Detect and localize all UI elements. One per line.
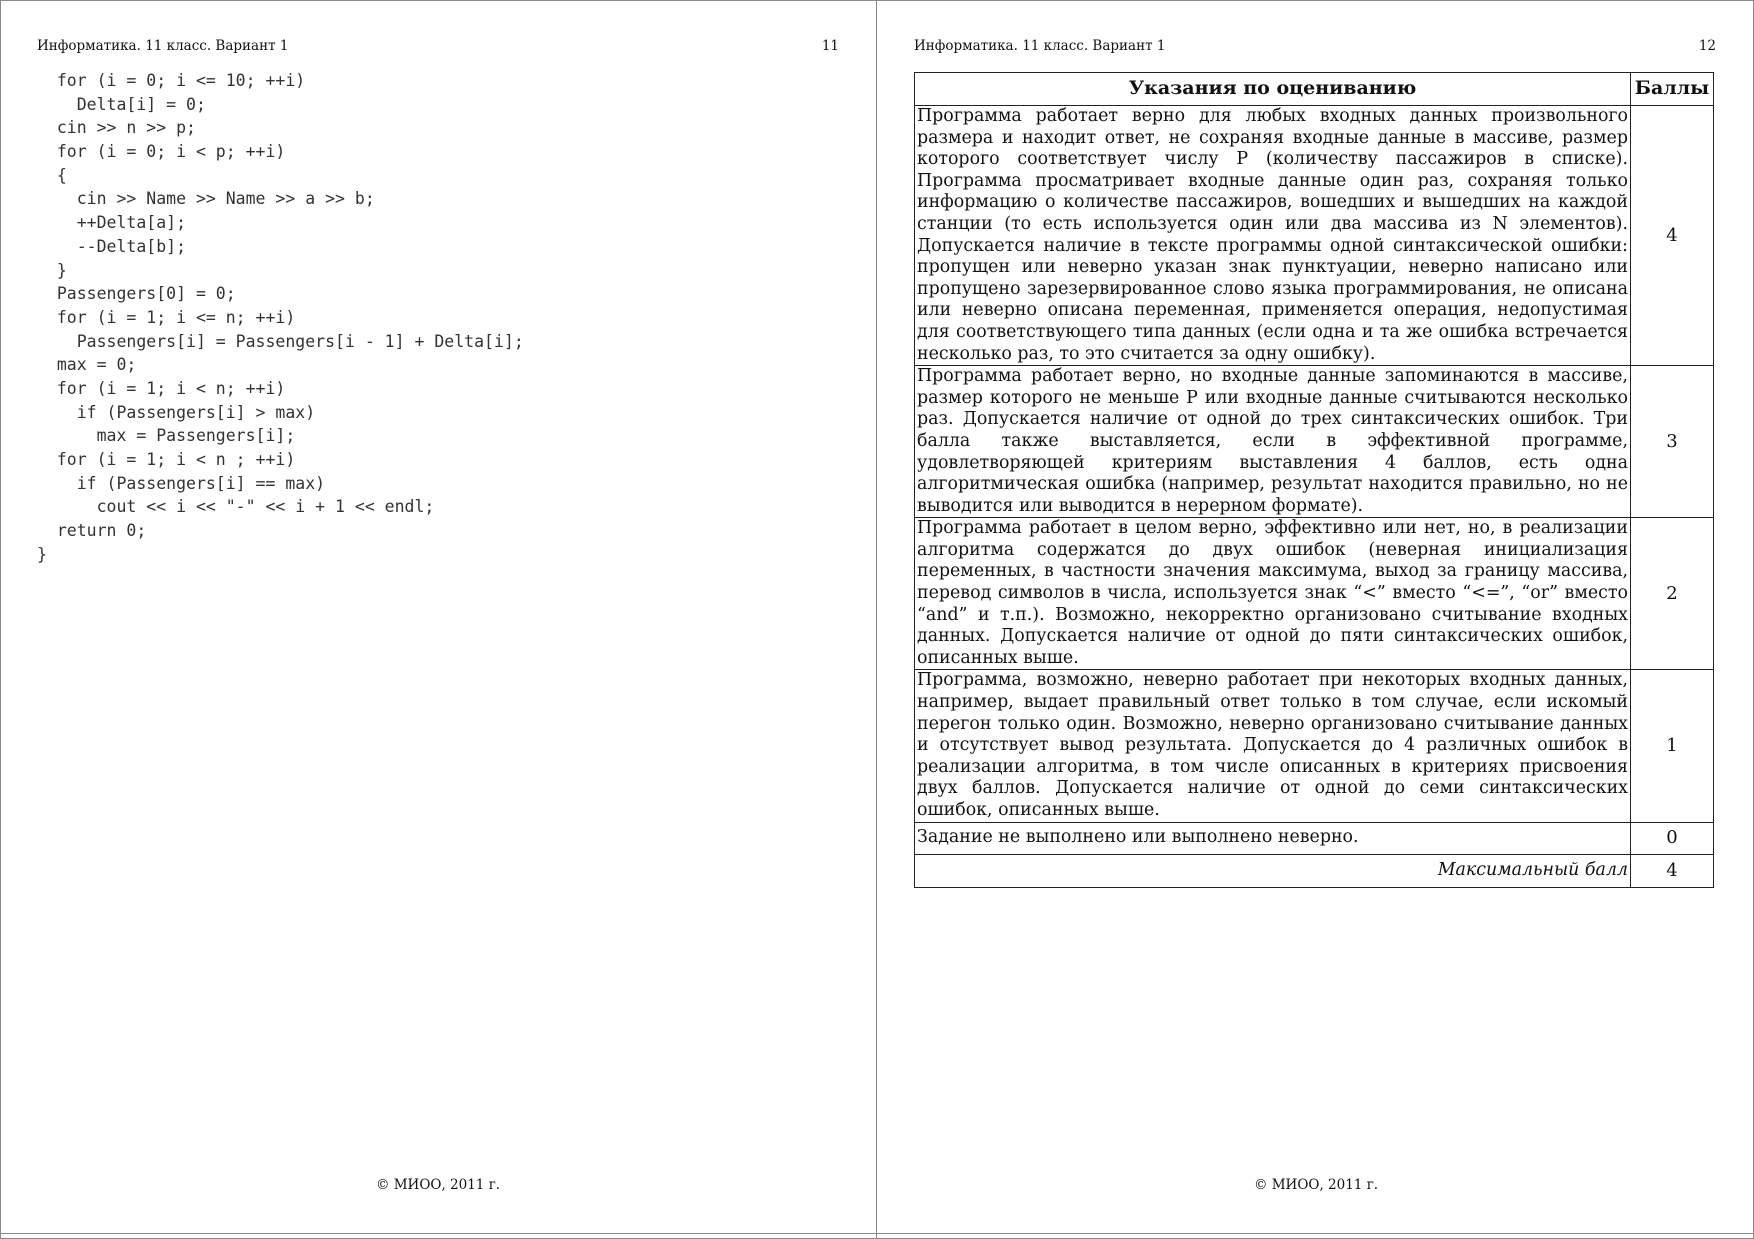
code-line: cout << i << "-" << i + 1 << endl; xyxy=(37,497,435,517)
page-divider xyxy=(876,0,877,1239)
table-header-row xyxy=(915,73,1714,106)
code-line: --Delta[b]; xyxy=(37,236,187,256)
criteria-header: Указания по оцениванию xyxy=(915,73,1631,106)
table-row xyxy=(915,518,1714,670)
code-line: Passengers[0] = 0; xyxy=(37,284,236,304)
header-title: Информатика. 11 класс. Вариант 1 xyxy=(914,38,1166,54)
code-line: cin >> Name >> Name >> a >> b; xyxy=(37,189,375,209)
max-score-value: 4 xyxy=(1631,854,1714,887)
max-score-row xyxy=(915,854,1714,887)
code-line: cin >> n >> p; xyxy=(37,118,196,138)
code-line: Passengers[i] = Passengers[i - 1] + Delta[i]; xyxy=(37,331,524,351)
left-page xyxy=(0,0,876,1233)
code-line: for (i = 0; i < p; ++i) xyxy=(37,142,286,162)
code-line: max = 0; xyxy=(37,355,137,375)
code-line: max = Passengers[i]; xyxy=(37,426,296,446)
table-row xyxy=(915,670,1714,822)
score-cell: 3 xyxy=(1631,366,1714,518)
code-line: if (Passengers[i] > max) xyxy=(37,402,316,422)
code-line: } xyxy=(37,544,47,564)
right-page-footer: © МИОО, 2011 г. xyxy=(1253,1177,1379,1193)
criteria-cell: Программа работает верно, но входные данные запоминаются в массиве, размер которого не меньше P или входные данные считываются несколько раз. Допускается наличие от одной до трех синтаксических ошибок. Три балла также выставляется, если в эффективной программе, удовлетворяющей критериям выставления 4 баллов, есть одна алгоритмическая ошибка (например, результат находится правильно, но не выводится или выводится в нерерном формате). xyxy=(915,366,1631,518)
score-cell: 0 xyxy=(1631,822,1714,854)
right-page-header xyxy=(914,38,1716,54)
code-line: } xyxy=(37,260,67,280)
criteria-cell: Программа работает в целом верно, эффективно или нет, но, в реализации алгоритма содержатся до двух ошибок (неверная инициализация переменных, в частности значения максимума, выход за границу массива, перевод символов в числа, используется знак “<” вместо “<=”, “or” вместо “and” и т.п.). Возможно, некорректно организовано считывание входных данных. Допускается наличие от одной до пяти синтаксических ошибок, описанных выше. xyxy=(915,518,1631,670)
table-row xyxy=(915,366,1714,518)
code-line: for (i = 0; i <= 10; ++i) xyxy=(37,71,306,90)
score-header: Баллы xyxy=(1631,73,1714,106)
score-cell: 1 xyxy=(1631,670,1714,822)
code-line: return 0; xyxy=(37,521,147,541)
criteria-cell: Программа работает верно для любых входных данных произвольного размера и находит ответ, не сохраняя входные данные в массиве, размер которого соответствует числу P (количеству пассажиров в списке). Программа просматривает входные данные один раз, сохраняя только информацию о количестве пассажиров, вошедших и вышедших на каждой станции (то есть используется один или два массива из N элементов). Допускается наличие в тексте программы одной синтаксической ошибки: пропущен или неверно указан знак пунктуации, неверно написано или пропущено зарезервированное слово языка программирования, не описана или неверно описана переменная, применяется операция, недопустимая для соответствующего типа данных (если одна и та же ошибка встречается несколько раз, то это считается за одну ошибку). xyxy=(915,106,1631,366)
sheet-bottom-border xyxy=(0,1233,1754,1234)
max-score-label: Максимальный балл xyxy=(915,854,1631,887)
code-line: for (i = 1; i <= n; ++i) xyxy=(37,307,296,327)
code-line: for (i = 1; i < n; ++i) xyxy=(37,378,286,398)
code-line: ++Delta[a]; xyxy=(37,213,187,233)
left-page-header xyxy=(37,38,839,54)
code-line: if (Passengers[i] == max) xyxy=(37,473,326,493)
code-line: { xyxy=(37,165,67,185)
code-line: Delta[i] = 0; xyxy=(37,94,206,114)
criteria-cell: Программа, возможно, неверно работает при некоторых входных данных, например, выдает правильный ответ только в том случае, если искомый перегон только один. Возможно, неверно организовано считывание данных и отсутствует вывод результата. Допускается до 4 различных ошибок в реализации алгоритма, в том числе описанных в критериях присвоения двух баллов. Допускается наличие от одной до семи синтаксических ошибок, описанных выше. xyxy=(915,670,1631,822)
grading-table xyxy=(914,72,1714,888)
score-cell: 4 xyxy=(1631,106,1714,366)
criteria-cell: Задание не выполнено или выполнено неверно. xyxy=(915,822,1631,854)
table-row xyxy=(915,106,1714,366)
code-line: for (i = 1; i < n ; ++i) xyxy=(37,450,296,469)
table-row xyxy=(915,822,1714,854)
header-title: Информатика. 11 класс. Вариант 1 xyxy=(37,38,289,54)
left-page-footer: © МИОО, 2011 г. xyxy=(375,1177,501,1193)
code-listing xyxy=(37,69,524,566)
score-cell: 2 xyxy=(1631,518,1714,670)
right-page xyxy=(878,0,1754,1233)
page-number: 11 xyxy=(821,38,839,54)
page-number: 12 xyxy=(1698,38,1716,54)
